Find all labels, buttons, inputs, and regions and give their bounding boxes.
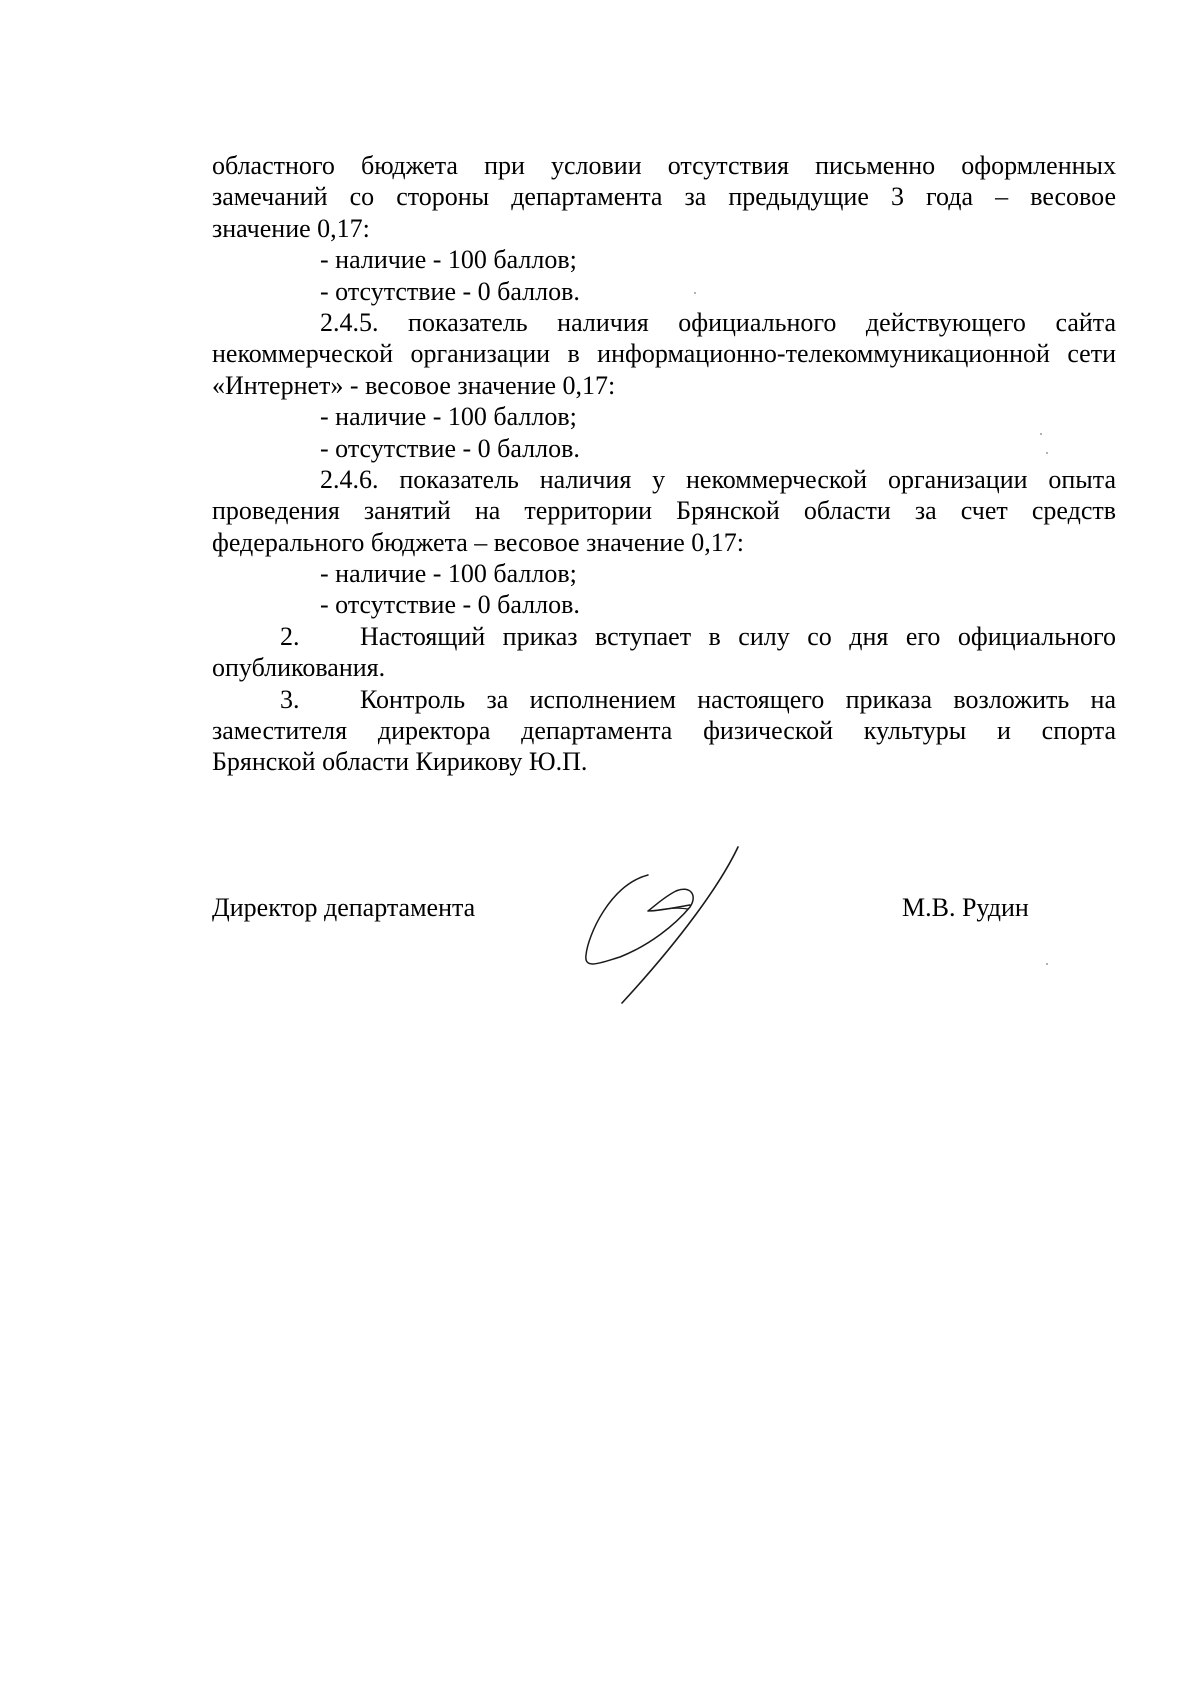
- scan-speck: [1046, 963, 1048, 965]
- clause-heading: 2.4.6. показатель наличия у некоммерческой организации опыта: [320, 464, 1116, 494]
- list-item: - наличие - 100 баллов;: [320, 245, 577, 275]
- handwritten-signature: [580, 845, 750, 1005]
- text-line: Брянской области Кирикову Ю.П.: [212, 747, 588, 777]
- scan-speck: [1040, 433, 1042, 435]
- text-line: Настоящий приказ вступает в силу со дня его официального: [360, 621, 1116, 651]
- list-item: - наличие - 100 баллов;: [320, 559, 577, 589]
- numbered-paragraph: [212, 621, 1116, 652]
- text-line: значение 0,17:: [212, 213, 370, 243]
- paragraph-number: 2.: [280, 621, 300, 651]
- text-line: некоммерческой организации в информационно-телекоммуникационной сети: [212, 339, 1116, 369]
- text-line: Контроль за исполнением настоящего приказа возложить на: [360, 684, 1116, 714]
- list-item: - наличие - 100 баллов;: [320, 402, 577, 432]
- signatory-name: М.В. Рудин: [902, 893, 1029, 922]
- scan-speck: [1046, 452, 1048, 454]
- text-line: «Интернет» - весовое значение 0,17:: [212, 370, 616, 400]
- numbered-paragraph: [212, 684, 1116, 715]
- text-line: заместителя директора департамента физической культуры и спорта: [212, 716, 1116, 746]
- text-line: проведения занятий на территории Брянской области за счет средств: [212, 496, 1116, 526]
- list-item: - отсутствие - 0 баллов.: [320, 590, 580, 620]
- scan-speck: [694, 292, 696, 294]
- list-item: - отсутствие - 0 баллов.: [320, 276, 580, 306]
- clause-heading: 2.4.5. показатель наличия официального действующего сайта: [320, 307, 1116, 337]
- document-body: [212, 150, 1116, 778]
- text-line: замечаний со стороны департамента за предыдущие 3 года – весовое: [212, 182, 1116, 212]
- text-line: областного бюджета при условии отсутствия письменно оформленных: [212, 151, 1116, 180]
- text-line: опубликования.: [212, 653, 386, 683]
- signatory-title: Директор департамента: [212, 893, 476, 922]
- paragraph-number: 3.: [280, 684, 300, 714]
- list-item: - отсутствие - 0 баллов.: [320, 433, 580, 463]
- text-line: федерального бюджета – весовое значение 0,17:: [212, 527, 744, 557]
